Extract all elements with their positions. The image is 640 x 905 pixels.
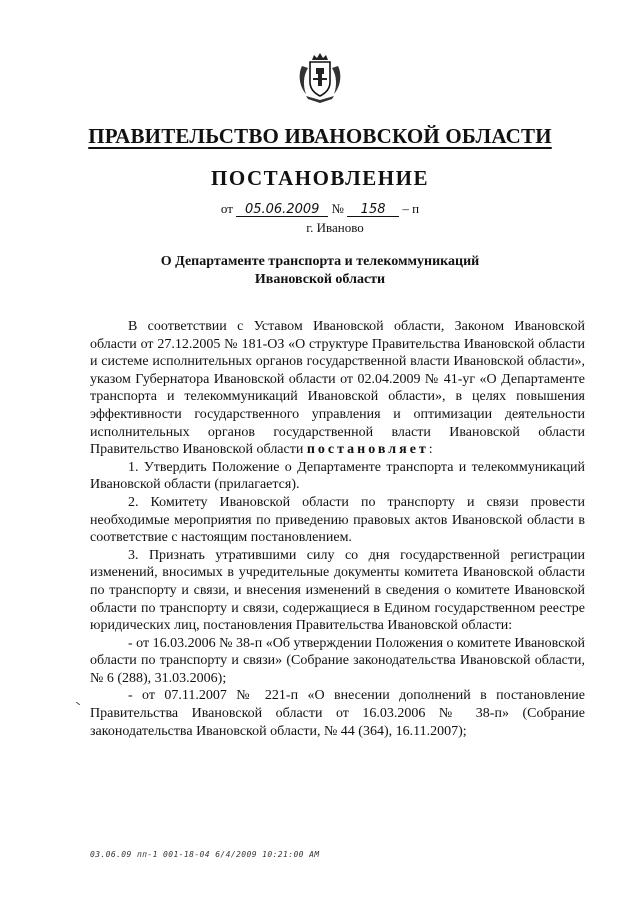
resolves-colon: : [428,442,433,458]
intro-text: В соответствии с Уставом Ивановской области, Законом Ивановской области от 27.12.2005 № 181-ОЗ «О структуре Правительства Ивановской области и системе исполнительных органов государственной власти Ивановской области», указом Губернатора Ивановской области от 02.04.2009 № 41-уг «О Департаменте транспорта и телекоммуникаций Ивановской области», в целях повышения эффективности государственного управления и оптимизации деятельности исполнительных органов государственной власти Ивановской области Правительство Ивановской области [90,319,585,458]
stray-mark-icon [76,702,80,705]
document-type: ПОСТАНОВЛЕНИЕ [211,166,429,190]
subject-line-1: О Департаменте транспорта и телекоммуникаций [160,254,480,269]
item-1: 1. Утвердить Положение о Департаменте транспорта и телекоммуникаций Ивановской области (прилагается). [90,459,585,493]
number-suffix: – п [402,201,420,216]
date-number-line [0,201,640,217]
subject-heading [0,253,640,289]
sub-item-1: - от 16.03.2006 № 38-п «Об утверждении Положения о комитете Ивановской области по транспорту и связи» (Собрание законодательства Ивановской области, № 6 (288), 31.03.2006); [90,635,585,686]
number-value: 158 [347,203,399,217]
date-value: 05.06.2009 [236,203,328,217]
document-body [90,318,585,740]
city: г. Иваново [306,220,364,235]
item-2: 2. Комитету Ивановской области по транспорту и связи провести необходимые мероприятия по приведению правовых актов Ивановской области в соответствие с настоящим постановлением. [90,494,585,546]
resolves-word: постановляет [306,442,429,458]
intro-paragraph [90,318,585,459]
number-prefix: № [331,201,344,216]
org-title: ПРАВИТЕЛЬСТВО ИВАНОВСКОЙ ОБЛАСТИ [88,124,552,148]
sub-item-2: - от 07.11.2007 № 221-п «О внесении дополнений в постановление Правительства Ивановской области от 16.03.2006 № 38-п» (Собрание законодательства Ивановской области, № 44 (364), 16.11.2007); [90,688,585,739]
subject-line-2: Ивановской области [254,272,386,287]
date-prefix: от [220,201,233,216]
fax-footer: 03.06.09 пп-1 001-18-04 6/4/2009 10:21:00 AM [90,850,320,859]
coat-of-arms-icon [296,52,344,104]
item-3: 3. Признать утратившими силу со дня государственной регистрации изменений, вносимых в учредительные документы комитета Ивановской области по транспорту и связи, и внесения изменений в сведения о комитете Ивановской области по транспорту и связи, содержащиеся в Едином государственном реестре юридических лиц, постановления Правительства Ивановской области: [90,547,585,634]
